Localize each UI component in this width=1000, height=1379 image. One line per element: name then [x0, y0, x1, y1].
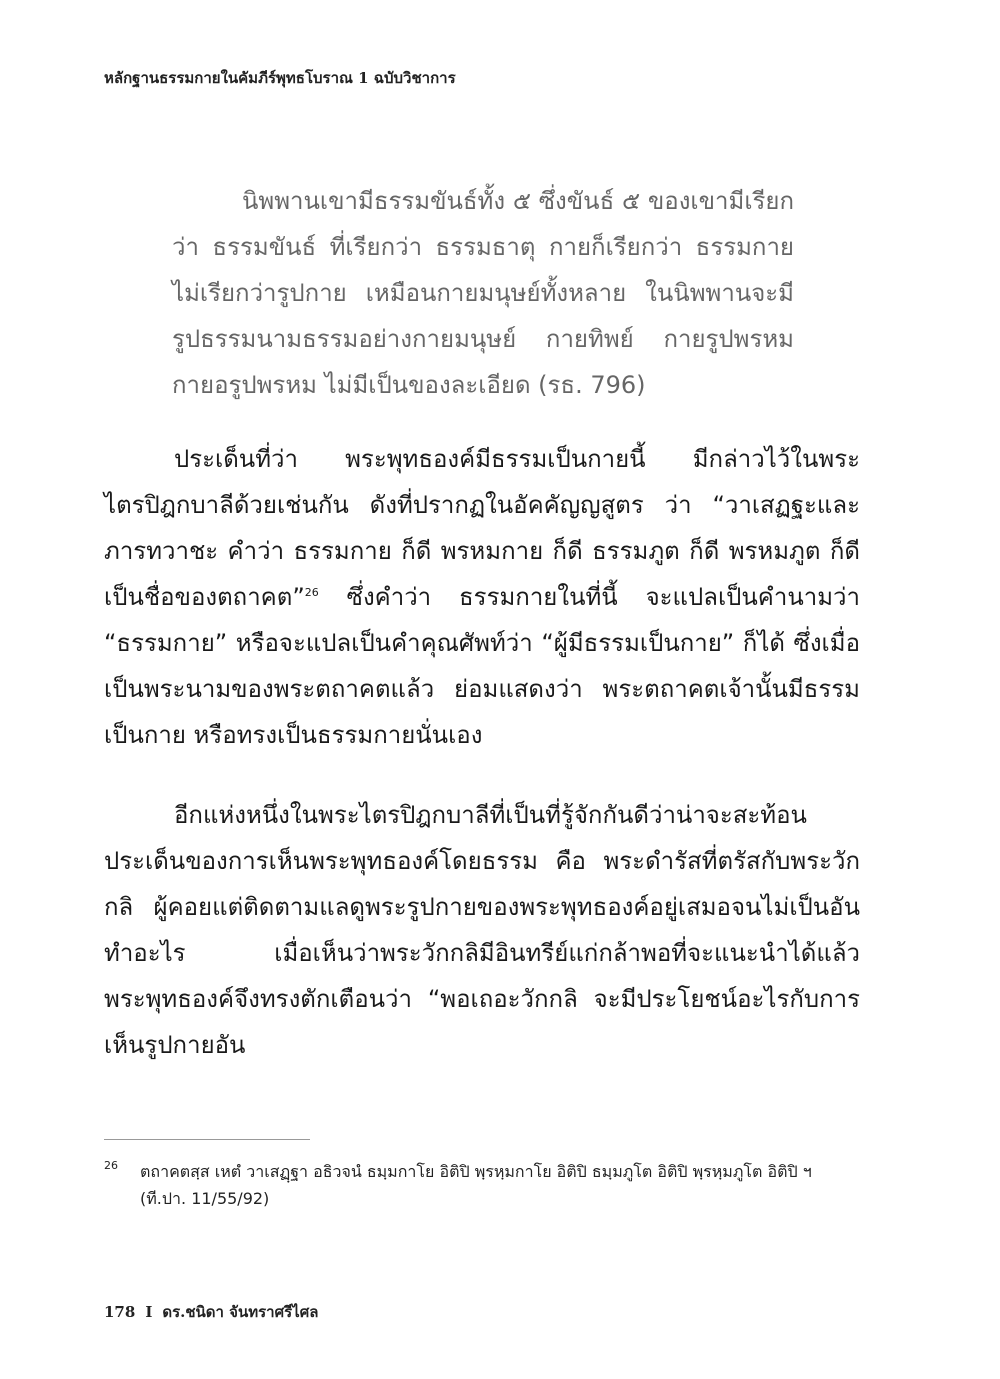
paragraph-1-part-2: ซึ่งคำว่า ธรรมกายในที่นี้ จะแปลเป็นคำนามว่า “ธรรมกาย” หรือจะแปลเป็นคำคุณศัพท์ว่า “ผู้มีธรรมเป็นกาย” ก็ได้ ซึ่งเมื่อเป็นพระนามของพระตถาคตแล้ว ย่อมแสดงว่า พระตถาคตเจ้านั้นมีธรรมเป็นกาย หรือทรงเป็นธรรมกายนั่นเอง	[104, 583, 860, 749]
running-title: หลักฐานธรรมกายในคัมภีร์พุทธโบราณ 1 ฉบับวิชาการ	[104, 69, 456, 87]
footer-separator: I	[145, 1303, 153, 1321]
quote-text: นิพพานเขามีธรรมขันธ์ทั้ง ๕ ซึ่งขันธ์ ๕ ของเขามีเรียกว่า ธรรมขันธ์ ที่เรียกว่า ธรรมธาตุ กายก็เรียกว่า ธรรมกาย ไม่เรียกว่ารูปกาย เหมือนกายมนุษย์ทั้งหลาย ในนิพพานจะมีรูปธรรมนามธรรมอย่างกายมนุษย์ กายทิพย์ กายรูปพรหม กายอรูปพรหม ไม่มีเป็นของละเอียด (รธ. 796)	[172, 187, 794, 399]
footnote-reference[interactable]: 26	[304, 586, 319, 599]
footnote-divider	[104, 1139, 310, 1140]
author-name: ดร.ชนิดา จันทราศรีไศล	[162, 1303, 319, 1321]
paragraph-1-text	[104, 436, 860, 758]
footnote-number: 26	[104, 1159, 118, 1172]
page-footer	[104, 1300, 318, 1324]
paragraph-1	[104, 436, 860, 758]
paragraph-2-text: อีกแห่งหนึ่งในพระไตรปิฎกบาลีที่เป็นที่รู้จักกันดีว่าน่าจะสะท้อนประเด็นของการเห็นพระพุทธองค์โดยธรรม คือ พระดำรัสที่ตรัสกับพระวักกลิ ผู้คอยแต่ติดตามแลดูพระรูปกายของพระพุทธองค์อยู่เสมอจนไม่เป็นอันทำอะไร เมื่อเห็นว่าพระวักกลิมีอินทรีย์แก่กล้าพอที่จะแนะนำได้แล้วพระพุทธองค์จึงทรงตักเตือนว่า “พอเถอะวักกลิ จะมีประโยชน์อะไรกับการเห็นรูปกายอัน	[104, 801, 860, 1059]
paragraph-2	[104, 792, 860, 1068]
page-number: 178	[104, 1303, 136, 1321]
footnote-text: ตถาคตสฺส เหตํ วาเสฏฺฐา อธิวจนํ ธมฺมกาโย อิติปิ พฺรหฺมกาโย อิติปิ ธมฺมภูโต อิติปิ พฺรหฺมภูโต อิติปิ ฯ (ที.ปา. 11/55/92)	[140, 1162, 812, 1208]
footnote	[104, 1158, 860, 1212]
block-quote	[172, 178, 794, 408]
paragraph-1-part-1: ประเด็นที่ว่า พระพุทธองค์มีธรรมเป็นกายนี้ มีกล่าวไว้ในพระไตรปิฎกบาลีด้วยเช่นกัน ดังที่ปรากฏในอัคคัญญสูตร ว่า “วาเสฏฐะและภารทวาชะ คำว่า ธรรมกาย ก็ดี พรหมกาย ก็ดี ธรรมภูต ก็ดี พรหมภูต ก็ดี เป็นชื่อของตถาคต”	[104, 445, 860, 611]
